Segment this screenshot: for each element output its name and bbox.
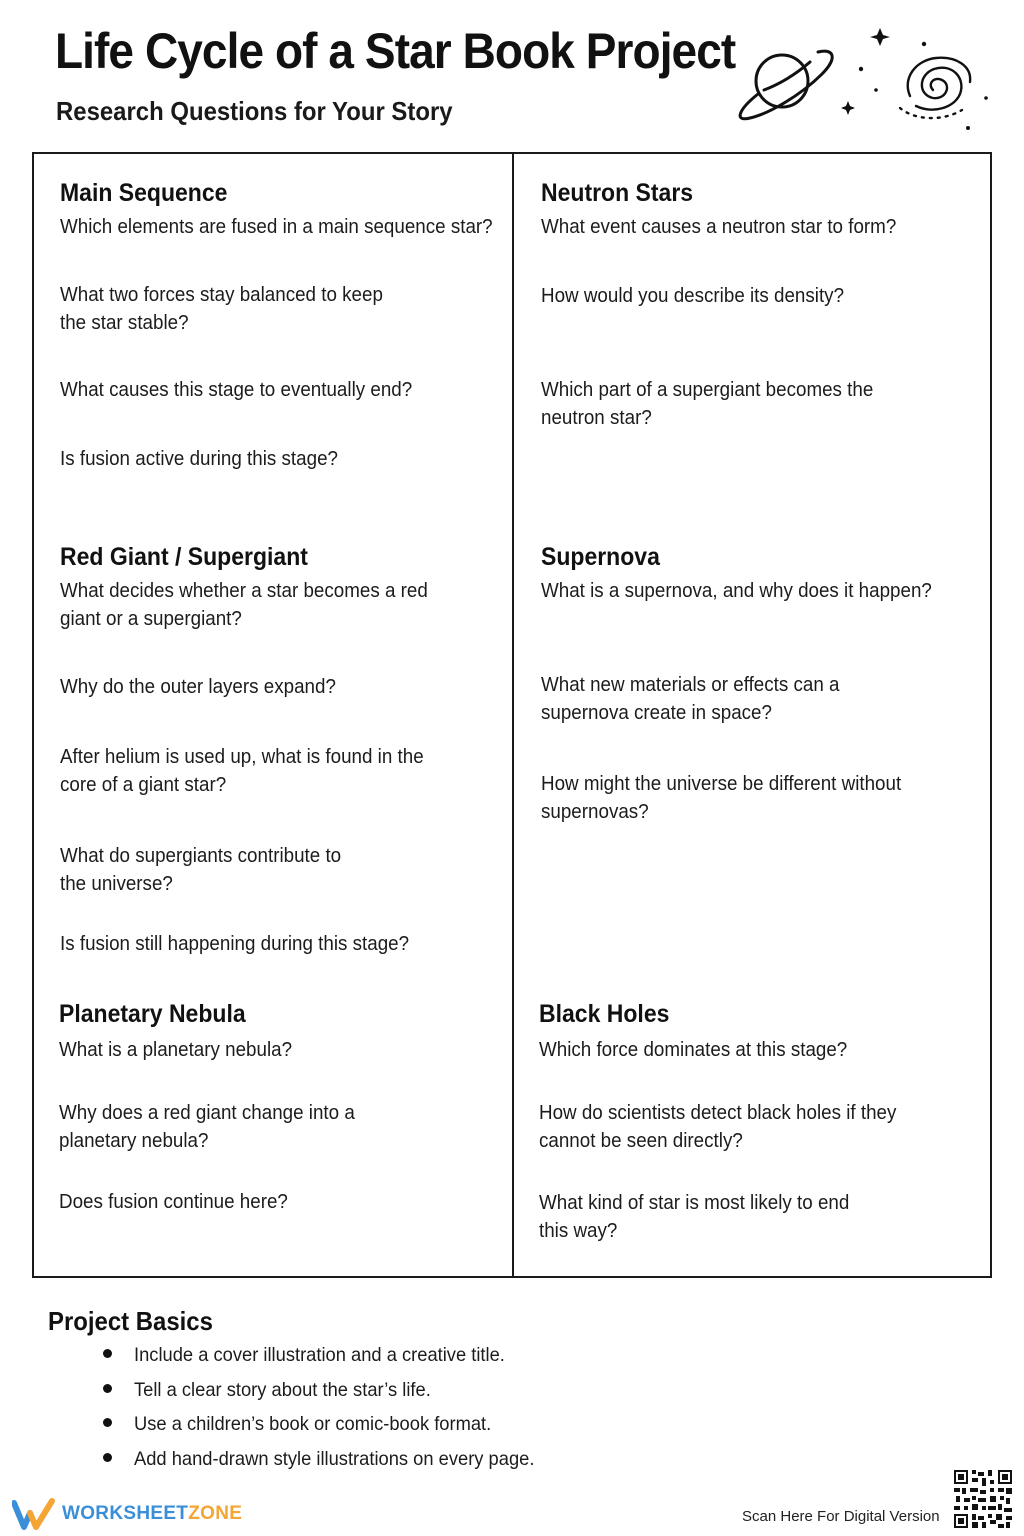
section-title-neutron-stars: Neutron Stars: [541, 179, 694, 207]
section-title-black-holes: Black Holes: [539, 1000, 670, 1028]
page-subtitle: Research Questions for Your Story: [56, 96, 453, 126]
list-item-text: Include a cover illustration and a creative title.: [134, 1344, 505, 1366]
question-text: Which elements are fused in a main sequence star?: [60, 216, 493, 238]
question-text: Why does a red giant change into a planetary nebula?: [59, 1102, 355, 1152]
question-text: What two forces stay balanced to keep the star stable?: [60, 284, 383, 334]
list-item: [100, 1375, 560, 1410]
question-text: What kind of star is most likely to end this way?: [539, 1192, 850, 1242]
project-basics-title: Project Basics: [48, 1306, 213, 1336]
project-basics-list: [100, 1340, 560, 1478]
bullet-icon: [103, 1349, 112, 1358]
question-text: After helium is used up, what is found in the core of a giant star?: [60, 746, 424, 796]
question-text: Which force dominates at this stage?: [539, 1039, 848, 1061]
question-text: How do scientists detect black holes if they cannot be seen directly?: [539, 1102, 897, 1152]
section-title-red-giant: Red Giant / Supergiant: [60, 543, 308, 571]
question-text: What new materials or effects can a supernova create in space?: [541, 674, 840, 724]
question-text: How would you describe its density?: [541, 285, 845, 307]
question-text: Which part of a supergiant becomes the neutron star?: [541, 379, 874, 429]
question-text: What event causes a neutron star to form?: [541, 216, 897, 238]
question-text: Is fusion active during this stage?: [60, 448, 338, 470]
bullet-icon: [103, 1418, 112, 1427]
list-item-text: Add hand-drawn style illustrations on every page.: [134, 1447, 535, 1470]
spiral-galaxy-icon: [900, 58, 970, 118]
question-text: What causes this stage to eventually end?: [60, 379, 413, 401]
list-item-text: Tell a clear story about the star’s life.: [134, 1378, 431, 1401]
question-text: What do supergiants contribute to the universe?: [60, 845, 342, 895]
bullet-icon: [103, 1453, 112, 1462]
qr-code-icon[interactable]: [954, 1470, 1012, 1528]
question-text: How might the universe be different without supernovas?: [541, 773, 902, 823]
question-text: What is a supernova, and why does it happen?: [541, 580, 932, 602]
section-title-supernova: Supernova: [541, 543, 660, 571]
list-item: [100, 1409, 560, 1444]
worksheetzone-logo-icon: [12, 1497, 56, 1531]
section-title-main-sequence: Main Sequence: [60, 179, 228, 207]
scan-caption: Scan Here For Digital Version: [742, 1508, 940, 1525]
question-text: Does fusion continue here?: [59, 1191, 288, 1213]
section-title-planetary-nebula: Planetary Nebula: [59, 1000, 246, 1028]
bullet-icon: [103, 1384, 112, 1393]
question-text: What is a planetary nebula?: [59, 1039, 293, 1061]
list-item: [100, 1444, 560, 1479]
list-item-text: Use a children’s book or comic-book format.: [134, 1413, 492, 1435]
worksheetzone-logo[interactable]: [12, 1496, 242, 1532]
question-text: Why do the outer layers expand?: [60, 676, 336, 698]
logo-text: WORKSHEETZONE: [62, 1503, 243, 1524]
page-title: Life Cycle of a Star Book Project: [55, 23, 736, 79]
list-item: [100, 1340, 560, 1375]
space-illustration: [730, 20, 1000, 138]
ringed-planet-icon: [740, 51, 832, 119]
question-text: What decides whether a star becomes a red giant or a supergiant?: [60, 580, 428, 630]
question-text: Is fusion still happening during this stage?: [60, 933, 410, 955]
column-divider: [512, 152, 514, 1278]
